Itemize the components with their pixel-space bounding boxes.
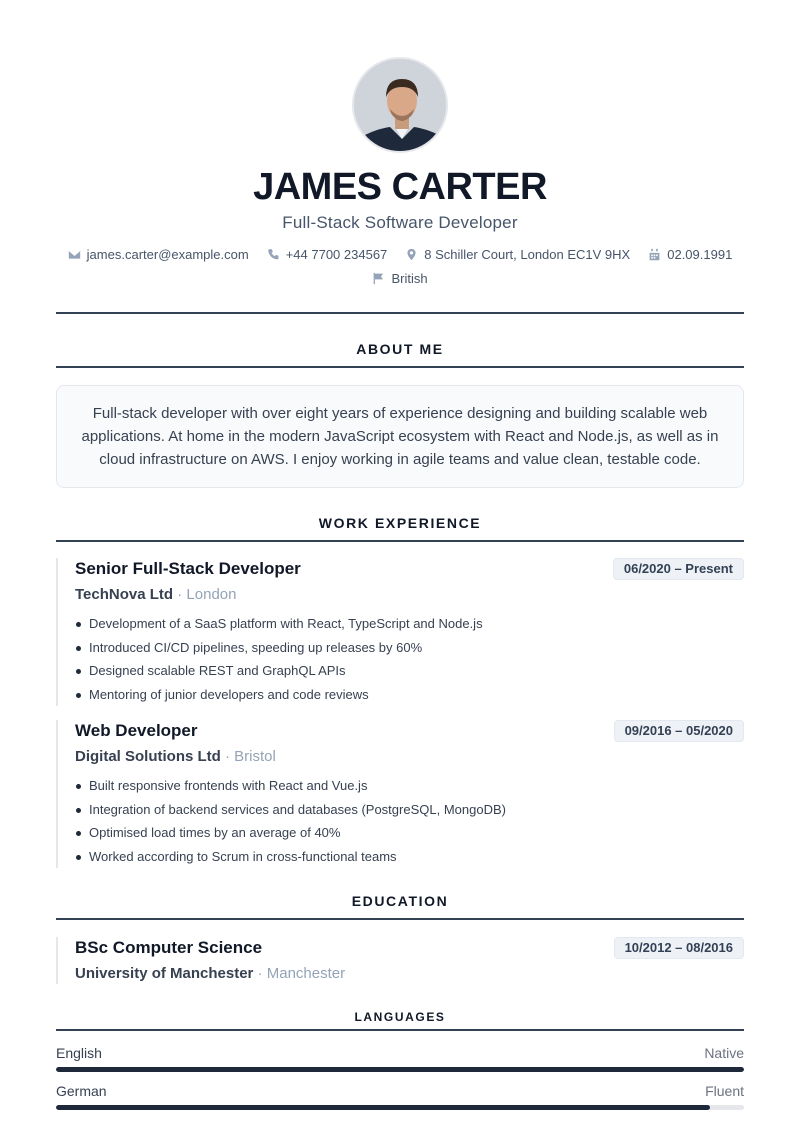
contact-nationality — [372, 271, 427, 286]
section-rule-about — [56, 366, 744, 368]
section-title-education: EDUCATION — [351, 893, 449, 909]
envelope-icon — [68, 248, 81, 261]
language-bar-fill — [56, 1105, 710, 1110]
address-text: 8 Schiller Court, London EC1V 9HX — [424, 247, 631, 262]
contact-row-2 — [0, 271, 800, 286]
work-title: Web Developer — [75, 721, 198, 740]
full-name: JAMES CARTER — [253, 166, 547, 208]
contact-row — [0, 247, 800, 262]
education-degree: BSc Computer Science — [75, 938, 263, 957]
contact-phone[interactable] — [267, 247, 388, 262]
section-title-languages: LANGUAGES — [354, 1010, 446, 1024]
work-bullets — [75, 774, 744, 868]
work-entry — [56, 720, 744, 868]
work-entry — [56, 558, 744, 706]
company-location: · London — [177, 586, 237, 603]
header-divider — [56, 312, 744, 314]
contact-email[interactable] — [68, 247, 249, 262]
company-name: Digital Solutions Ltd — [75, 748, 221, 765]
contact-birthdate — [648, 247, 732, 262]
phone-icon — [267, 248, 280, 261]
about-summary: Full-stack developer with over eight years of experience designing and building scalable web applications. At home in the modern JavaScript ecosystem with React and Node.js, as well as in cloud infrastructure on AWS. I enjoy working in agile teams and value clean, testable code. — [56, 385, 744, 488]
list-item: Built responsive frontends with React and Vue.js — [75, 774, 744, 798]
work-company — [75, 747, 744, 767]
phone-text: +44 7700 234567 — [285, 247, 388, 262]
list-item: Worked according to Scrum in cross-functional teams — [75, 845, 744, 869]
list-item: Designed scalable REST and GraphQL APIs — [75, 659, 744, 683]
calendar-icon — [648, 248, 661, 261]
language-bar — [56, 1067, 744, 1072]
list-item: Integration of backend services and databases (PostgreSQL, MongoDB) — [75, 798, 744, 822]
language-bar-fill — [56, 1067, 744, 1072]
profile-photo — [352, 57, 448, 153]
job-title-headline: Full-Stack Software Developer — [282, 213, 518, 232]
list-item: Mentoring of junior developers and code reviews — [75, 683, 744, 707]
section-title-about: ABOUT ME — [356, 341, 444, 357]
school-name: University of Manchester — [75, 965, 254, 982]
work-dates-badge: 09/2016 – 05/2020 — [614, 720, 744, 742]
education-school — [75, 964, 744, 984]
company-name: TechNova Ltd — [75, 586, 174, 603]
language-bar — [56, 1105, 744, 1110]
nationality-text: British — [391, 271, 428, 286]
email-text: james.carter@example.com — [86, 247, 249, 262]
education-entry — [56, 937, 744, 984]
section-title-work: WORK EXPERIENCE — [318, 515, 482, 531]
language-name: English — [56, 1045, 102, 1061]
work-title: Senior Full-Stack Developer — [75, 559, 301, 578]
language-level: Native — [704, 1045, 744, 1061]
list-item: Development of a SaaS platform with React, TypeScript and Node.js — [75, 612, 744, 636]
flag-icon — [372, 272, 385, 285]
section-rule-languages — [56, 1029, 744, 1031]
language-level: Fluent — [705, 1083, 744, 1099]
birthdate-text: 02.09.1991 — [667, 247, 733, 262]
list-item: Optimised load times by an average of 40% — [75, 821, 744, 845]
list-item: Introduced CI/CD pipelines, speeding up releases by 60% — [75, 636, 744, 660]
work-dates-badge: 06/2020 – Present — [613, 558, 744, 580]
school-location: · Manchester — [257, 965, 346, 982]
education-dates-badge: 10/2012 – 08/2016 — [614, 937, 744, 959]
section-rule-work — [56, 540, 744, 542]
work-bullets — [75, 612, 744, 706]
company-location: · Bristol — [225, 748, 276, 765]
section-rule-education — [56, 918, 744, 920]
map-pin-icon — [405, 248, 418, 261]
work-company — [75, 585, 744, 605]
contact-address — [405, 247, 630, 262]
language-name: German — [56, 1083, 107, 1099]
